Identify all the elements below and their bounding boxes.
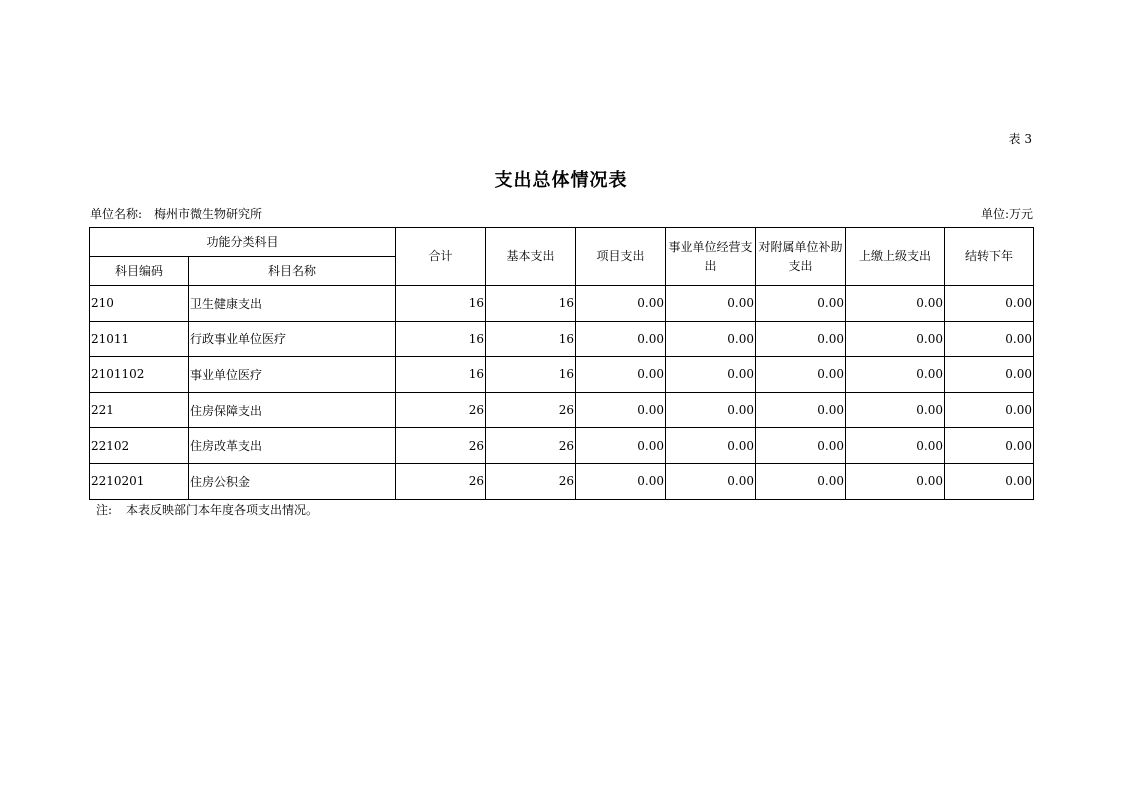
cell-basic: 26 [486,428,576,464]
cell-biz: 0.00 [666,463,756,499]
table-note [96,501,318,518]
cell-subsidy: 0.00 [756,428,846,464]
cell-biz: 0.00 [666,357,756,393]
unit-label: 单位:万元 [980,207,1033,221]
cell-code: 21011 [90,321,189,357]
header-code: 科目编码 [90,257,189,286]
cell-name: 住房改革支出 [189,428,396,464]
cell-project: 0.00 [576,463,666,499]
cell-basic: 16 [486,286,576,322]
header-basic: 基本支出 [486,228,576,286]
table-row [90,392,1034,428]
cell-project: 0.00 [576,321,666,357]
cell-basic: 26 [486,463,576,499]
cell-name: 卫生健康支出 [189,286,396,322]
header-carry: 结转下年 [945,228,1034,286]
table-number: 表 3 [1008,132,1032,146]
cell-upper: 0.00 [846,357,945,393]
cell-carry: 0.00 [945,392,1034,428]
cell-basic: 16 [486,321,576,357]
cell-subsidy: 0.00 [756,321,846,357]
header-upper: 上缴上级支出 [846,228,945,286]
cell-upper: 0.00 [846,463,945,499]
note-text: 本表反映部门本年度各项支出情况。 [126,503,319,517]
org-label: 单位名称: [90,207,143,221]
cell-subsidy: 0.00 [756,357,846,393]
cell-total: 26 [396,463,486,499]
cell-project: 0.00 [576,286,666,322]
cell-upper: 0.00 [846,286,945,322]
header-subsidy: 对附属单位补助支出 [756,228,846,286]
cell-biz: 0.00 [666,428,756,464]
cell-code: 2210201 [90,463,189,499]
cell-carry: 0.00 [945,357,1034,393]
org-info [90,205,262,222]
cell-carry: 0.00 [945,428,1034,464]
cell-subsidy: 0.00 [756,286,846,322]
cell-biz: 0.00 [666,286,756,322]
cell-project: 0.00 [576,428,666,464]
cell-subsidy: 0.00 [756,463,846,499]
org-name: 梅州市微生物研究所 [154,207,263,221]
cell-code: 221 [90,392,189,428]
cell-name: 行政事业单位医疗 [189,321,396,357]
cell-name: 住房保障支出 [189,392,396,428]
table-row [90,428,1034,464]
cell-total: 26 [396,428,486,464]
cell-upper: 0.00 [846,321,945,357]
cell-carry: 0.00 [945,463,1034,499]
table-row [90,286,1034,322]
cell-basic: 26 [486,392,576,428]
cell-subsidy: 0.00 [756,392,846,428]
note-label: 注: [96,503,113,517]
cell-biz: 0.00 [666,321,756,357]
cell-name: 事业单位医疗 [189,357,396,393]
cell-project: 0.00 [576,392,666,428]
table-row [90,463,1034,499]
unit-row [90,205,1033,222]
table-row [90,357,1034,393]
cell-total: 26 [396,392,486,428]
cell-code: 2101102 [90,357,189,393]
header-func-group: 功能分类科目 [90,228,396,257]
header-total: 合计 [396,228,486,286]
page-title: 支出总体情况表 [494,170,628,191]
cell-biz: 0.00 [666,392,756,428]
cell-upper: 0.00 [846,392,945,428]
cell-upper: 0.00 [846,428,945,464]
cell-total: 16 [396,286,486,322]
cell-code: 210 [90,286,189,322]
header-name: 科目名称 [189,257,396,286]
cell-total: 16 [396,321,486,357]
cell-code: 22102 [90,428,189,464]
cell-carry: 0.00 [945,286,1034,322]
table-row [90,321,1034,357]
expenditure-table [89,227,1034,500]
header-project: 项目支出 [576,228,666,286]
cell-project: 0.00 [576,357,666,393]
cell-carry: 0.00 [945,321,1034,357]
cell-total: 16 [396,357,486,393]
header-biz: 事业单位经营支出 [666,228,756,286]
cell-name: 住房公积金 [189,463,396,499]
cell-basic: 16 [486,357,576,393]
